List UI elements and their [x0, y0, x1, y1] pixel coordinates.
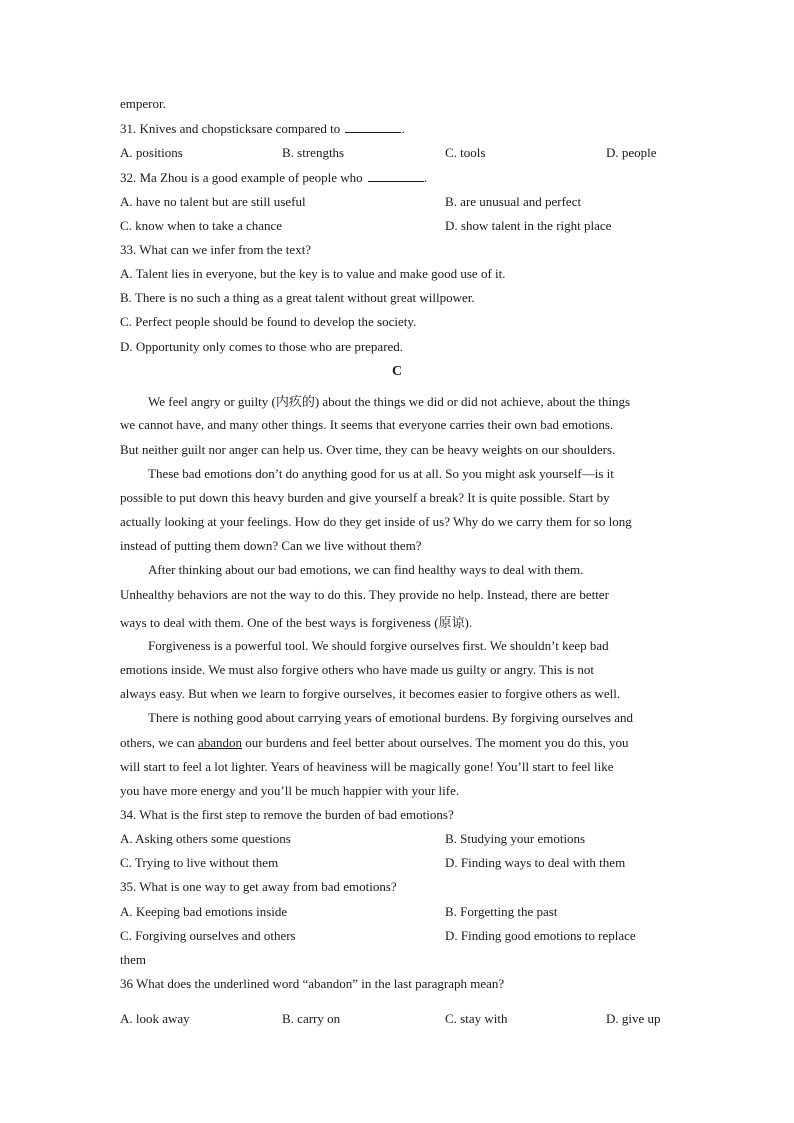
q36-option-b: B. carry on	[282, 1011, 341, 1026]
question-33-stem: 33. What can we infer from the text?	[120, 242, 312, 257]
passage-line: actually looking at your feelings. How do they get inside of us? Why do we carry them for so long	[120, 514, 632, 529]
section-title: C	[391, 364, 403, 379]
underlined-word: abandon	[197, 735, 243, 750]
passage-line: will start to feel a lot lighter. Years of heaviness will be magically gone! You’ll start to feel like	[120, 759, 614, 774]
q36-option-c: C. stay with	[445, 1011, 508, 1026]
passage-line: Unhealthy behaviors are not the way to do this. They provide no help. Instead, there are better	[120, 587, 609, 602]
question-32-stem: 32. Ma Zhou is a good example of people who .	[120, 170, 428, 185]
q34-option-a: A. Asking others some questions	[120, 831, 291, 846]
answer-blank	[368, 170, 424, 182]
q31-option-d: D. people	[606, 145, 657, 160]
q35-option-d-wrap: them	[120, 952, 146, 967]
question-36-stem: 36 What does the underlined word “abandon” in the last paragraph mean?	[120, 976, 505, 991]
question-34-stem: 34. What is the first step to remove the burden of bad emotions?	[120, 807, 454, 822]
q31-option-c: C. tools	[445, 145, 486, 160]
q32-option-a: A. have no talent but are still useful	[120, 194, 306, 209]
passage-line: But neither guilt nor anger can help us. Over time, they can be heavy weights on our shoulders.	[120, 442, 616, 457]
q32-option-d: D. show talent in the right place	[445, 218, 612, 233]
q33-option-d: D. Opportunity only comes to those who are prepared.	[120, 339, 404, 354]
q33-option-b: B. There is no such a thing as a great talent without great willpower.	[120, 290, 475, 305]
q34-option-c: C. Trying to live without them	[120, 855, 279, 870]
q32-option-c: C. know when to take a chance	[120, 218, 283, 233]
answer-blank	[345, 121, 401, 133]
q35-option-b: B. Forgetting the past	[445, 904, 558, 919]
passage-line: After thinking about our bad emotions, we can find healthy ways to deal with them.	[148, 562, 584, 577]
q35-option-c: C. Forgiving ourselves and others	[120, 928, 296, 943]
passage-line: We feel angry or guilty (内疚的) about the things we did or did not achieve, about the things	[148, 394, 631, 409]
passage-line: you have more energy and you’ll be much happier with your life.	[120, 783, 460, 798]
passage-line: emotions inside. We must also forgive others who have made us guilty or angry. This is not	[120, 662, 594, 677]
continued-text: emperor.	[120, 96, 166, 111]
q35-option-a: A. Keeping bad emotions inside	[120, 904, 288, 919]
q34-option-d: D. Finding ways to deal with them	[445, 855, 626, 870]
q34-option-b: B. Studying your emotions	[445, 831, 586, 846]
passage-line: always easy. But when we learn to forgive ourselves, it becomes easier to forgive others as well.	[120, 686, 621, 701]
q33-option-c: C. Perfect people should be found to develop the society.	[120, 314, 417, 329]
q33-option-a: A. Talent lies in everyone, but the key is to value and make good use of it.	[120, 266, 506, 281]
q31-option-b: B. strengths	[282, 145, 345, 160]
passage-line: There is nothing good about carrying years of emotional burdens. By forgiving ourselves and	[148, 710, 633, 725]
q32-option-b: B. are unusual and perfect	[445, 194, 582, 209]
question-35-stem: 35. What is one way to get away from bad emotions?	[120, 879, 397, 894]
passage-line: These bad emotions don’t do anything good for us at all. So you might ask yourself—is it	[148, 466, 614, 481]
passage-line: instead of putting them down? Can we live without them?	[120, 538, 422, 553]
q36-option-a: A. look away	[120, 1011, 190, 1026]
q36-option-d: D. give up	[606, 1011, 661, 1026]
passage-line: Forgiveness is a powerful tool. We should forgive ourselves first. We shouldn’t keep bad	[148, 638, 609, 653]
q31-option-a: A. positions	[120, 145, 183, 160]
passage-line: others, we can abandon our burdens and feel better about ourselves. The moment you do this, you	[120, 735, 629, 750]
passage-line: ways to deal with them. One of the best ways is forgiveness (原谅).	[120, 615, 473, 630]
passage-line: possible to put down this heavy burden and give yourself a break? It is quite possible. Start by	[120, 490, 610, 505]
question-31-stem: 31. Knives and chopsticksare compared to .	[120, 121, 405, 136]
q35-option-d: D. Finding good emotions to replace	[445, 928, 636, 943]
passage-line: we cannot have, and many other things. It seems that everyone carries their own bad emotions.	[120, 417, 614, 432]
